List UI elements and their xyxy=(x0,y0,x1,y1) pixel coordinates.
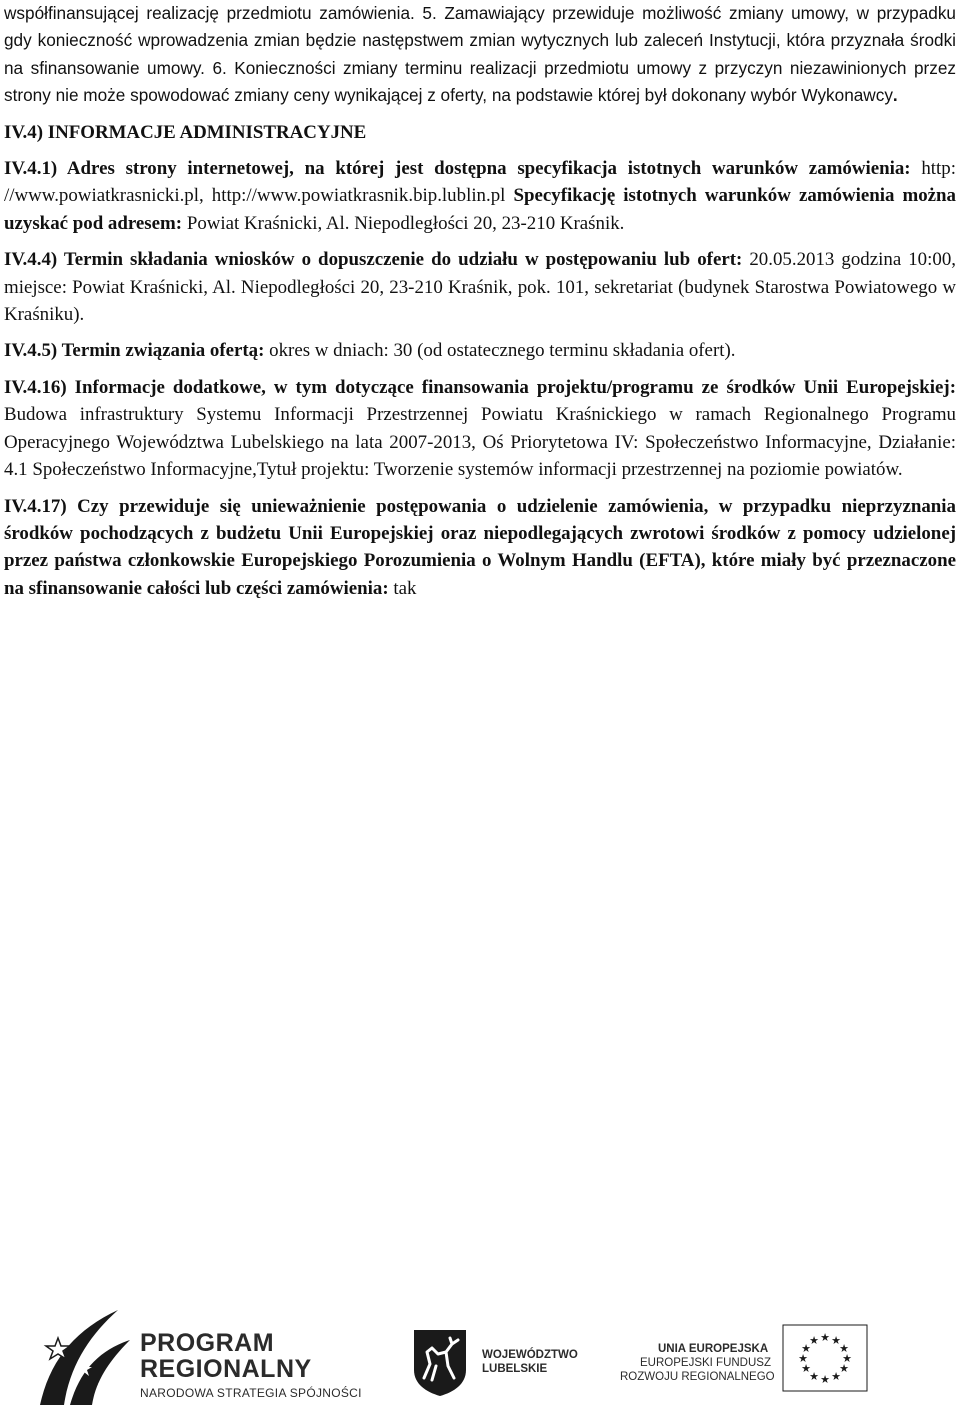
program-line1: PROGRAM xyxy=(140,1329,275,1357)
section-iv45 xyxy=(4,337,956,364)
voivodeship-line2: LUBELSKIE xyxy=(482,1363,548,1375)
iv44-value: 20.05.2013 godzina 10:00, miejsce: Powiat Kraśnicki, Al. Niepodległości 20, 23-210 Kraśnik, pok. 101, sekretariat (budynek Starostwa Powiatowego w Kraśniku). xyxy=(4,249,956,326)
svg-text:★: ★ xyxy=(839,1362,849,1375)
iv44-label: IV.4.4) Termin składania wniosków o dopuszczenie do udziału w postępowaniu lub ofert: xyxy=(4,249,743,271)
iv41-url: http: //www.powiatkrasnicki.pl, http://www.powiatkrasnik.bip.lublin.pl xyxy=(4,158,956,207)
section-heading: IV.4) INFORMACJE ADMINISTRACYJNE xyxy=(4,121,367,143)
program-line3: NARODOWA STRATEGIA SPÓJNOŚCI xyxy=(140,1386,362,1400)
paragraph-contract-changes: współfinansującej realizację przedmiotu zamówienia. 5. Zamawiający przewiduje możliwość zmiany umowy, w przypadku gdy konieczność wprowadzenia zmian będzie następstwem zmian wytycznych lub zaleceń Instytucji, która przyznała środki na sfinansowanie umowy. 6. Konieczności zmiany terminu realizacji przedmiotu umowy z przyczyn niezawinionych przez strony nie może spowodować zmiany ceny wynikającej z oferty, na podstawie której był dokonany wybór Wykonawcy. xyxy=(4,3,956,106)
footer-logos xyxy=(0,1300,960,1410)
iv41-label: IV.4.1) Adres strony internetowej, na której jest dostępna specyfikacja istotnych warunków zamówienia: xyxy=(4,158,911,180)
eu-line1: UNIA EUROPEJSKA xyxy=(658,1343,769,1355)
section-iv416 xyxy=(4,374,956,484)
iv416-value: Budowa infrastruktury Systemu Informacji Przestrzennej Powiatu Kraśnickiego w ramach Regionalnego Programu Operacyjnego Województwa Lubelskiego na lata 2007-2013, Oś Priorytetowa IV: Społeczeństwo Informacyjne, Działanie: 4.1 Społeczeństwo Informacyjne,Tytuł projektu: Tworzenie systemów informacji przestrzennej na poziomie powiatów. xyxy=(4,404,956,481)
voivodeship-line1: WOJEWÓDZTWO xyxy=(482,1349,578,1361)
section-iv417 xyxy=(4,493,956,603)
iv417-label: IV.4.17) Czy przewiduje się unieważnienie postępowania o udzielenie zamówienia, w przypadku nieprzyznania środków pochodzących z budżetu Unii Europejskiej oraz niepodlegających zwrotowi środków z pomocy udzielonej przez państwa członkowskie Europejskiego Porozumienia o Wolnym Handlu (EFTA), które miały być przeznaczone na sfinansowanie całości lub części zamówienia: xyxy=(4,495,956,599)
document-page xyxy=(4,0,956,602)
iv45-label: IV.4.5) Termin związania ofertą: xyxy=(4,340,265,362)
svg-text:★: ★ xyxy=(831,1334,841,1347)
program-stars-icon xyxy=(30,1300,140,1410)
svg-text:★: ★ xyxy=(842,1352,852,1365)
svg-text:★: ★ xyxy=(801,1342,811,1355)
eu-logo xyxy=(620,1320,950,1400)
voivodeship-logo xyxy=(410,1326,590,1406)
deer-crest-icon xyxy=(410,1326,470,1398)
section-iv44 xyxy=(4,246,956,328)
section-iv41 xyxy=(4,155,956,237)
program-line2: REGIONALNY xyxy=(140,1355,312,1383)
eu-line3: ROZWOJU REGIONALNEGO xyxy=(620,1371,775,1383)
svg-text:★: ★ xyxy=(801,1362,811,1375)
svg-text:★: ★ xyxy=(798,1352,808,1365)
iv417-value: tak xyxy=(393,577,417,599)
svg-text:★: ★ xyxy=(831,1370,841,1383)
iv45-value: okres w dniach: 30 (od ostatecznego terminu składania ofert). xyxy=(269,340,736,362)
svg-text:★: ★ xyxy=(820,1331,830,1344)
svg-text:★: ★ xyxy=(809,1370,819,1383)
eu-line2: EUROPEJSKI FUNDUSZ xyxy=(640,1357,771,1369)
iv41-label2: Specyfikację istotnych warunków zamówienia można uzyskać pod adresem: xyxy=(4,185,956,234)
eu-flag-icon xyxy=(782,1324,868,1392)
svg-text:★: ★ xyxy=(839,1342,849,1355)
iv416-label: IV.4.16) Informacje dodatkowe, w tym dotyczące finansowania projektu/programu ze środków Unii Europejskiej: xyxy=(4,376,956,398)
svg-text:★: ★ xyxy=(820,1373,830,1386)
svg-text:★: ★ xyxy=(809,1334,819,1347)
iv41-address: Powiat Kraśnicki, Al. Niepodległości 20, 23-210 Kraśnik. xyxy=(186,212,625,234)
program-regionalny-logo xyxy=(30,1300,380,1410)
